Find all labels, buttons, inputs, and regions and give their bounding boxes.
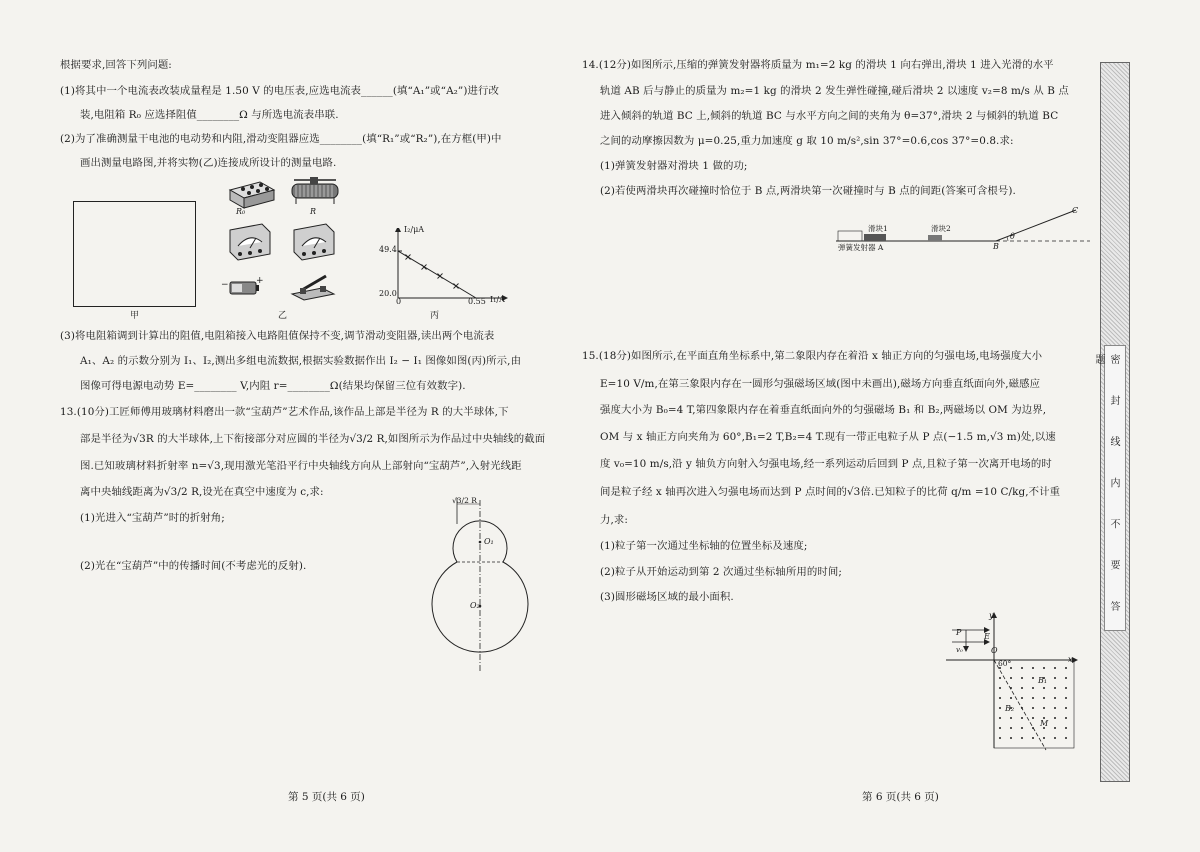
graph-y-bottom: 20.0 xyxy=(379,289,397,298)
label-plus: + xyxy=(256,276,264,286)
label-r: R xyxy=(310,207,317,216)
q15-sub3: (3)圆形磁场区域的最小面积. xyxy=(600,591,734,603)
field-dot xyxy=(999,677,1001,679)
inclined-track xyxy=(996,210,1076,241)
apparatus-figure xyxy=(222,176,352,306)
field-dot xyxy=(999,687,1001,689)
q13-line2: 部是半径为√3R 的大半球体,上下衔接部分对应圆的半径为√3/2 R,如图所示为作品过中央轴线的截面 xyxy=(80,433,546,445)
track-b-label: B xyxy=(993,242,999,251)
field-dots xyxy=(999,667,1067,739)
circuit-box-jia xyxy=(73,201,196,307)
field-dot xyxy=(1054,717,1056,719)
caption-jia: 甲 xyxy=(130,311,140,321)
q13-sub1: (1)光进入“宝葫芦”时的折射角; xyxy=(80,512,225,524)
q14-sub2: (2)若使两滑块再次碰撞时恰位于 B 点,两滑块第一次碰撞时与 B 点的间距(答案可含根号). xyxy=(600,185,1016,197)
field-dot xyxy=(1010,737,1012,739)
label-r0: R₀ xyxy=(236,207,246,216)
coord-p-label: P xyxy=(956,628,962,637)
sealing-line-box xyxy=(1093,345,1126,631)
field-dot xyxy=(1043,737,1045,739)
ammeter-1-icon xyxy=(230,224,270,260)
page-footer-5: 第 5 页(共 6 页) xyxy=(288,791,365,803)
q13-line1: 13.(10分)工匠师傅用玻璃材料磨出一款“宝葫芦”艺术作品,该作品上部是半径为 R 的大半球体,下 xyxy=(60,406,509,418)
q12-part3-line3: 图像可得电源电动势 E=________ V,内阻 r=________Ω(结果均保留三位有效数字). xyxy=(80,380,466,392)
field-dot xyxy=(1021,667,1023,669)
q15-line3: 强度大小为 B₀=4 T,第四象限内存在着垂直纸面向外的匀强磁场 B₁ 和 B₂,两磁场以 OM 为边界, xyxy=(600,404,1047,416)
field-dot xyxy=(1065,727,1067,729)
field-dot xyxy=(1032,677,1034,679)
data-point-marker xyxy=(422,265,427,270)
field-dot xyxy=(999,697,1001,699)
graph-y-label: I₂/μA xyxy=(404,225,425,234)
coord-b2-label: B₂ xyxy=(1005,704,1015,713)
field-dot xyxy=(1021,707,1023,709)
q14-line2: 轨道 AB 后与静止的质量为 m₂=1 kg 的滑块 2 发生弹性碰撞,碰后滑块 2 以速度 v₂=8 m/s 从 B 点 xyxy=(600,85,1069,97)
field-dot xyxy=(1065,737,1067,739)
field-dot xyxy=(1032,687,1034,689)
coord-b1-label: B₁ xyxy=(1038,676,1048,685)
track-block2-label: 滑块2 xyxy=(931,224,951,233)
q14-line3: 进入倾斜的轨道 BC 上,倾斜的轨道 BC 与水平方向之间的夹角为 θ=37°,滑块 2 与倾斜的轨道 BC xyxy=(600,110,1059,122)
graph-y-top: 49.4 xyxy=(379,245,397,254)
field-dot xyxy=(1010,677,1012,679)
boundary-om xyxy=(994,660,1049,750)
field-dot xyxy=(1065,697,1067,699)
battery-icon xyxy=(230,282,259,294)
q14-line1: 14.(12分)如图所示,压缩的弹簧发射器将质量为 m₁=2 kg 的滑块 1 向右弹出,滑块 1 进入光滑的水平 xyxy=(582,59,1054,71)
track-launcher-label: 弹簧发射器 A xyxy=(838,243,884,252)
track-c-label: C xyxy=(1072,206,1079,215)
field-dot xyxy=(1021,717,1023,719)
q13-line3: 图.已知玻璃材料折射率 n=√3,现用激光笔沿平行中央轴线方向从上部射向“宝葫芦”,入射光线距 xyxy=(80,460,522,472)
block-1 xyxy=(864,234,886,241)
field-dot xyxy=(1032,697,1034,699)
field-dot xyxy=(1054,727,1056,729)
track-theta-label: θ xyxy=(1010,232,1015,241)
q12-part2-line2: 画出测量电路图,并将实物(乙)连接成所设计的测量电路. xyxy=(80,157,337,169)
gourd-o1-label: O₁ xyxy=(484,537,494,546)
q12-part2-line1: (2)为了准确测量干电池的电动势和内阻,滑动变阻器应选________(填“R₁”或“R₂”),在方框(甲)中 xyxy=(60,133,502,145)
sealing-line-text: 密 封 线 内 不 要 答 题 xyxy=(1093,354,1119,626)
field-dot xyxy=(1065,707,1067,709)
intro-text: 根据要求,回答下列问题: xyxy=(60,59,172,71)
field-dot xyxy=(1043,697,1045,699)
rheostat-icon xyxy=(292,177,338,204)
field-dot xyxy=(1032,717,1034,719)
coord-e-label: E xyxy=(984,632,990,641)
q12-part1-line1: (1)将其中一个电流表改装成量程是 1.50 V 的电压表,应选电流表______(填“A₁”或“A₂”)进行改 xyxy=(60,85,499,97)
field-dot xyxy=(1054,687,1056,689)
field-dot xyxy=(1010,687,1012,689)
q13-sub2: (2)光在“宝葫芦”中的传播时间(不考虑光的反射). xyxy=(80,560,307,572)
page-footer-6: 第 6 页(共 6 页) xyxy=(862,791,939,803)
coord-o-label: O xyxy=(991,646,998,655)
field-dot xyxy=(1065,717,1067,719)
coord-y-label: y xyxy=(989,611,994,620)
graph-origin: 0 xyxy=(396,297,402,306)
track-block1-label: 滑块1 xyxy=(868,224,888,233)
q15-line4: OM 与 x 轴正方向夹角为 60°,B₁=2 T,B₂=4 T.现有一带正电粒子从 P 点(−1.5 m,√3 m)处,以速 xyxy=(600,431,1056,443)
q15-line2: E=10 V/m,在第三象限内存在一圆形匀强磁场区域(图中未画出),磁场方向垂直纸面向外,磁感应 xyxy=(600,378,1041,390)
field-dot xyxy=(1032,727,1034,729)
gourd-o2-label: O₂ xyxy=(470,601,480,610)
caption-bing: 丙 xyxy=(430,311,440,321)
coord-angle-label: 60° xyxy=(998,659,1012,668)
graph-x-label: I₁/A xyxy=(490,295,505,304)
field-dot xyxy=(1021,687,1023,689)
field-dot xyxy=(1054,707,1056,709)
q12-part3-line1: (3)将电阻箱调到计算出的阻值,电阻箱接入电路阻值保持不变,调节滑动变阻器,读出两个电流表 xyxy=(60,330,495,342)
switch-icon xyxy=(292,276,334,300)
field-dot xyxy=(1021,727,1023,729)
gourd-dim-label: √3/2 R xyxy=(452,496,477,505)
field-dot xyxy=(1065,677,1067,679)
field-dot xyxy=(999,707,1001,709)
q15-line1: 15.(18分)如图所示,在平面直角坐标系中,第二象限内存在着沿 x 轴正方向的匀强电场,电场强度大小 xyxy=(582,350,1043,362)
q15-sub2: (2)粒子从开始运动到第 2 次通过坐标轴所用的时间; xyxy=(600,566,842,578)
field-dot xyxy=(1021,677,1023,679)
field-dot xyxy=(1010,727,1012,729)
q15-sub1: (1)粒子第一次通过坐标轴的位置坐标及速度; xyxy=(600,540,808,552)
field-dot xyxy=(1043,667,1045,669)
q13-line4: 离中央轴线距离为√3/2 R,设光在真空中速度为 c,求: xyxy=(80,486,324,498)
field-dot xyxy=(1065,687,1067,689)
field-dot xyxy=(1021,697,1023,699)
q14-line4: 之间的动摩擦因数为 μ=0.25,重力加速度 g 取 10 m/s²,sin 37°=0.6,cos 37°=0.8.求: xyxy=(600,135,1014,147)
coord-m-label: M xyxy=(1040,719,1049,728)
field-dot xyxy=(1010,717,1012,719)
coord-v0-label: v₀ xyxy=(956,646,963,654)
q12-part3-line2: A₁、A₂ 的示数分别为 I₁、I₂,测出多组电流数据,根据实验数据作出 I₂ − I₁ 图像如图(丙)所示,由 xyxy=(80,355,522,367)
binding-margin xyxy=(1093,62,1130,782)
field-dot xyxy=(1054,697,1056,699)
field-dot xyxy=(1054,667,1056,669)
label-minus: − xyxy=(221,280,229,290)
field-dot xyxy=(1032,707,1034,709)
gourd-figure xyxy=(420,494,540,674)
data-line xyxy=(398,251,476,298)
q12-part1-line2: 装,电阻箱 R₀ 应选择阻值________Ω 与所选电流表串联. xyxy=(80,109,339,121)
field-dot xyxy=(999,717,1001,719)
data-point-marker xyxy=(438,274,443,279)
field-dot xyxy=(1065,667,1067,669)
q15-line5: 度 v₀=10 m/s,沿 y 轴负方向射入匀强电场,经一系列运动后回到 P 点,且粒子第一次离开电场的时 xyxy=(600,458,1052,470)
coord-x-label: x xyxy=(1068,655,1073,664)
q14-sub1: (1)弹簧发射器对滑块 1 做的功; xyxy=(600,160,748,172)
field-dot xyxy=(1032,667,1034,669)
field-dot xyxy=(1043,687,1045,689)
q15-line6: 间是粒子经 x 轴再次进入匀强电场而达到 P 点时间的√3倍.已知粒子的比荷 q/m =10 C/kg,不计重 xyxy=(600,486,1061,498)
data-point-marker xyxy=(454,284,459,289)
field-dot xyxy=(1032,737,1034,739)
caption-yi: 乙 xyxy=(278,311,288,321)
resistance-box-icon xyxy=(230,182,274,208)
field-dot xyxy=(1010,697,1012,699)
ammeter-2-icon xyxy=(294,224,334,260)
data-point-marker xyxy=(406,255,411,260)
field-dot xyxy=(1043,707,1045,709)
field-dot xyxy=(1054,677,1056,679)
q15-line7: 力,求: xyxy=(600,514,628,526)
field-dot xyxy=(1054,737,1056,739)
field-dot xyxy=(999,737,1001,739)
block-2 xyxy=(928,235,942,241)
field-dot xyxy=(1021,737,1023,739)
field-dot xyxy=(999,727,1001,729)
graph-x-end: 0.55 xyxy=(468,297,486,306)
right-page xyxy=(582,0,1100,852)
